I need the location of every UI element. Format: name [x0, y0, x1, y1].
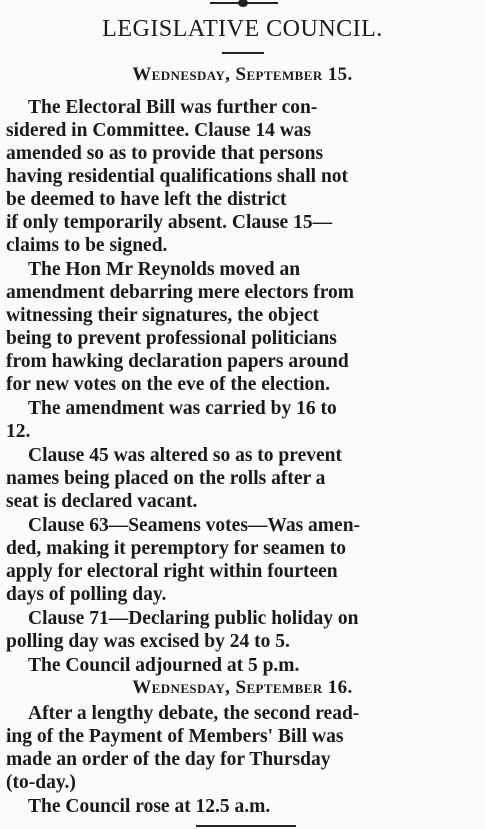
text-line: amendment debarring mere electors from [6, 282, 355, 303]
text-line: made an order of the day for Thursday [6, 749, 331, 770]
text-line: After a lengthy debate, the second read- [28, 703, 360, 724]
heading-divider [222, 52, 264, 54]
text-line: being to prevent professional politicians [6, 328, 337, 349]
text-line: The Hon Mr Reynolds moved an [28, 259, 301, 280]
text-line: Clause 45 was altered so as to prevent [28, 445, 342, 466]
text-line: witnessing their signatures, the object [6, 305, 319, 326]
dateline-first: Wednesday, September 15. [132, 64, 353, 85]
text-line: Clause 63—Seamens votes—Was amen- [28, 515, 361, 536]
text-line: The Council adjourned at 5 p.m. [28, 655, 300, 676]
text-line: (to-day.) [6, 772, 76, 793]
text-line: 12. [6, 421, 31, 442]
text-line: days of polling day. [6, 584, 167, 605]
text-line: ded, making it peremptory for seamen to [6, 538, 346, 559]
text-line: for new votes on the eve of the election. [6, 374, 331, 395]
text-line: seat is declared vacant. [6, 491, 198, 512]
text-line: ing of the Payment of Members' Bill was [6, 726, 344, 747]
ornament-rule [210, 2, 278, 4]
text-line: from hawking declaration papers around [6, 351, 349, 372]
text-line: names being placed on the rolls after a [6, 468, 326, 489]
text-line: having residential qualifications shall not [6, 166, 349, 187]
text-line: The Electoral Bill was further con- [28, 97, 318, 118]
text-line: sidered in Committee. Clause 14 was [6, 120, 312, 141]
text-line: if only temporarily absent. Clause 15— [6, 212, 333, 233]
text-line: polling day was excised by 24 to 5. [6, 631, 290, 652]
text-line: Clause 71—Declaring public holiday on [28, 608, 359, 629]
text-line: claims to be signed. [6, 235, 168, 256]
dateline-second: Wednesday, September 16. [132, 677, 353, 698]
text-line: amended so as to provide that persons [6, 143, 324, 164]
text-line: The amendment was carried by 16 to [28, 398, 337, 419]
text-line: be deemed to have left the district [6, 189, 287, 210]
article-heading: LEGISLATIVE COUNCIL. [102, 16, 383, 42]
text-line: apply for electoral right within fourteen [6, 561, 338, 582]
closing-rule [196, 825, 296, 827]
text-line: The Council rose at 12.5 a.m. [28, 796, 271, 817]
